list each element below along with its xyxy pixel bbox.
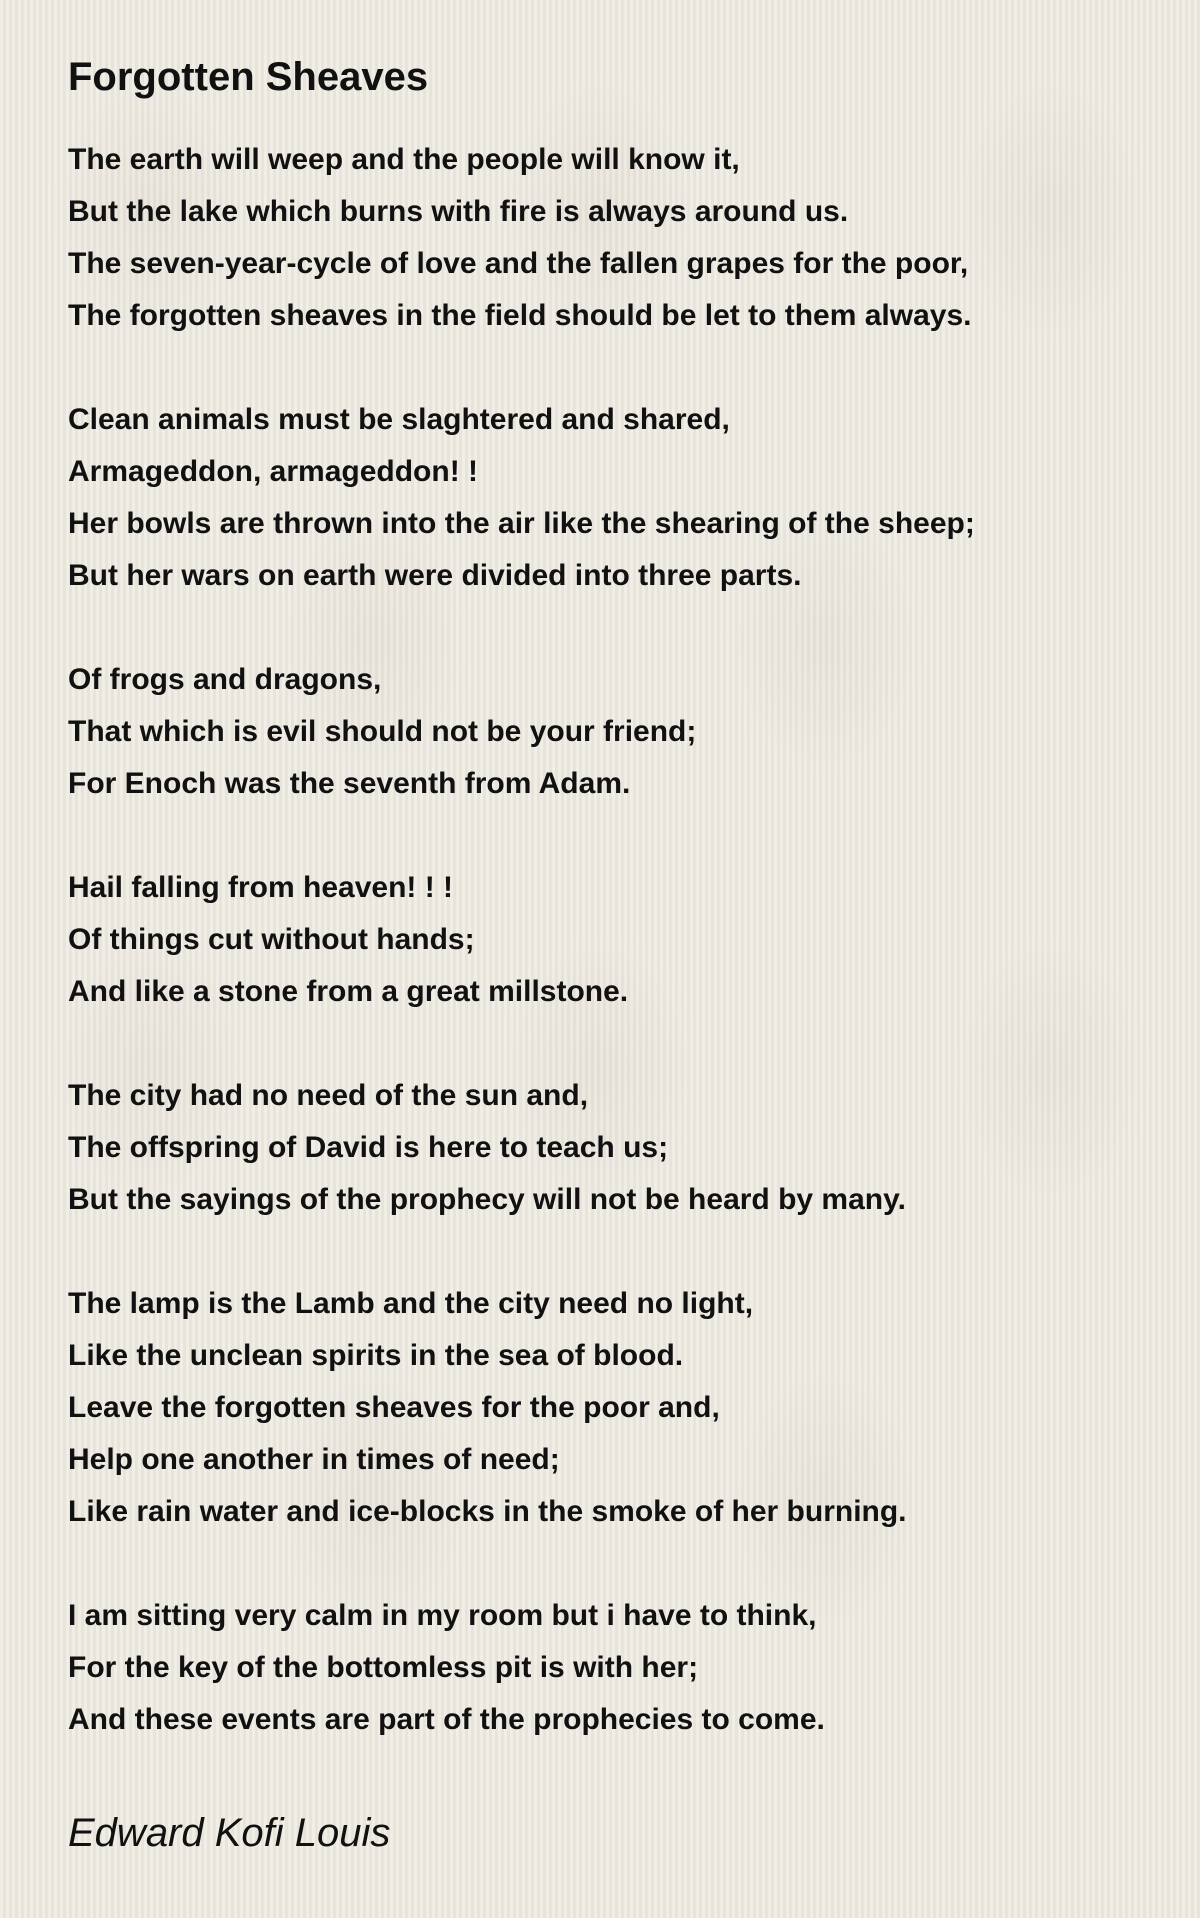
poem-line: Armageddon, armageddon! ! bbox=[68, 455, 479, 488]
poem-line: Help one another in times of need; bbox=[68, 1443, 560, 1476]
poem-line: That which is evil should not be your friend; bbox=[68, 715, 697, 748]
poem-author: Edward Kofi Louis bbox=[68, 1811, 391, 1855]
poem-line: Like the unclean spirits in the sea of blood. bbox=[68, 1339, 684, 1372]
poem-line: For the key of the bottomless pit is with her; bbox=[68, 1651, 699, 1684]
poem-line: The seven-year-cycle of love and the fallen grapes for the poor, bbox=[68, 247, 969, 280]
poem-stanza bbox=[68, 654, 1168, 810]
poem-line: Like rain water and ice-blocks in the smoke of her burning. bbox=[68, 1495, 907, 1528]
poem-line: Clean animals must be slaghtered and shared, bbox=[68, 403, 730, 436]
poem-line: Of frogs and dragons, bbox=[68, 663, 382, 696]
poem-body bbox=[68, 134, 1168, 1746]
poem-line: Hail falling from heaven! ! ! bbox=[68, 871, 454, 904]
poem-line: The lamp is the Lamb and the city need no light, bbox=[68, 1287, 754, 1320]
poem-line: Her bowls are thrown into the air like the shearing of the sheep; bbox=[68, 507, 975, 540]
poem-line: Leave the forgotten sheaves for the poor and, bbox=[68, 1391, 720, 1424]
poem-stanza bbox=[68, 862, 1168, 1018]
poem-stanza bbox=[68, 1590, 1168, 1746]
poem-stanza bbox=[68, 134, 1168, 342]
poem-line: And these events are part of the prophecies to come. bbox=[68, 1703, 825, 1736]
poem-line: But her wars on earth were divided into three parts. bbox=[68, 559, 802, 592]
poem-line: The forgotten sheaves in the field should be let to them always. bbox=[68, 299, 972, 332]
poem-line: Of things cut without hands; bbox=[68, 923, 475, 956]
poem-line: For Enoch was the seventh from Adam. bbox=[68, 767, 631, 800]
poem-title: Forgotten Sheaves bbox=[68, 55, 429, 99]
poem-line: But the lake which burns with fire is always around us. bbox=[68, 195, 849, 228]
poem-line: The offspring of David is here to teach us; bbox=[68, 1131, 669, 1164]
poem-line: I am sitting very calm in my room but i have to think, bbox=[68, 1599, 817, 1632]
poem-line: But the sayings of the prophecy will not be heard by many. bbox=[68, 1183, 906, 1216]
poem-stanza bbox=[68, 1278, 1168, 1538]
poem-card bbox=[68, 50, 1168, 1860]
poem-stanza bbox=[68, 1070, 1168, 1226]
poem-line: The city had no need of the sun and, bbox=[68, 1079, 589, 1112]
poem-line: And like a stone from a great millstone. bbox=[68, 975, 629, 1008]
poem-stanza bbox=[68, 394, 1168, 602]
poem-line: The earth will weep and the people will know it, bbox=[68, 143, 740, 176]
